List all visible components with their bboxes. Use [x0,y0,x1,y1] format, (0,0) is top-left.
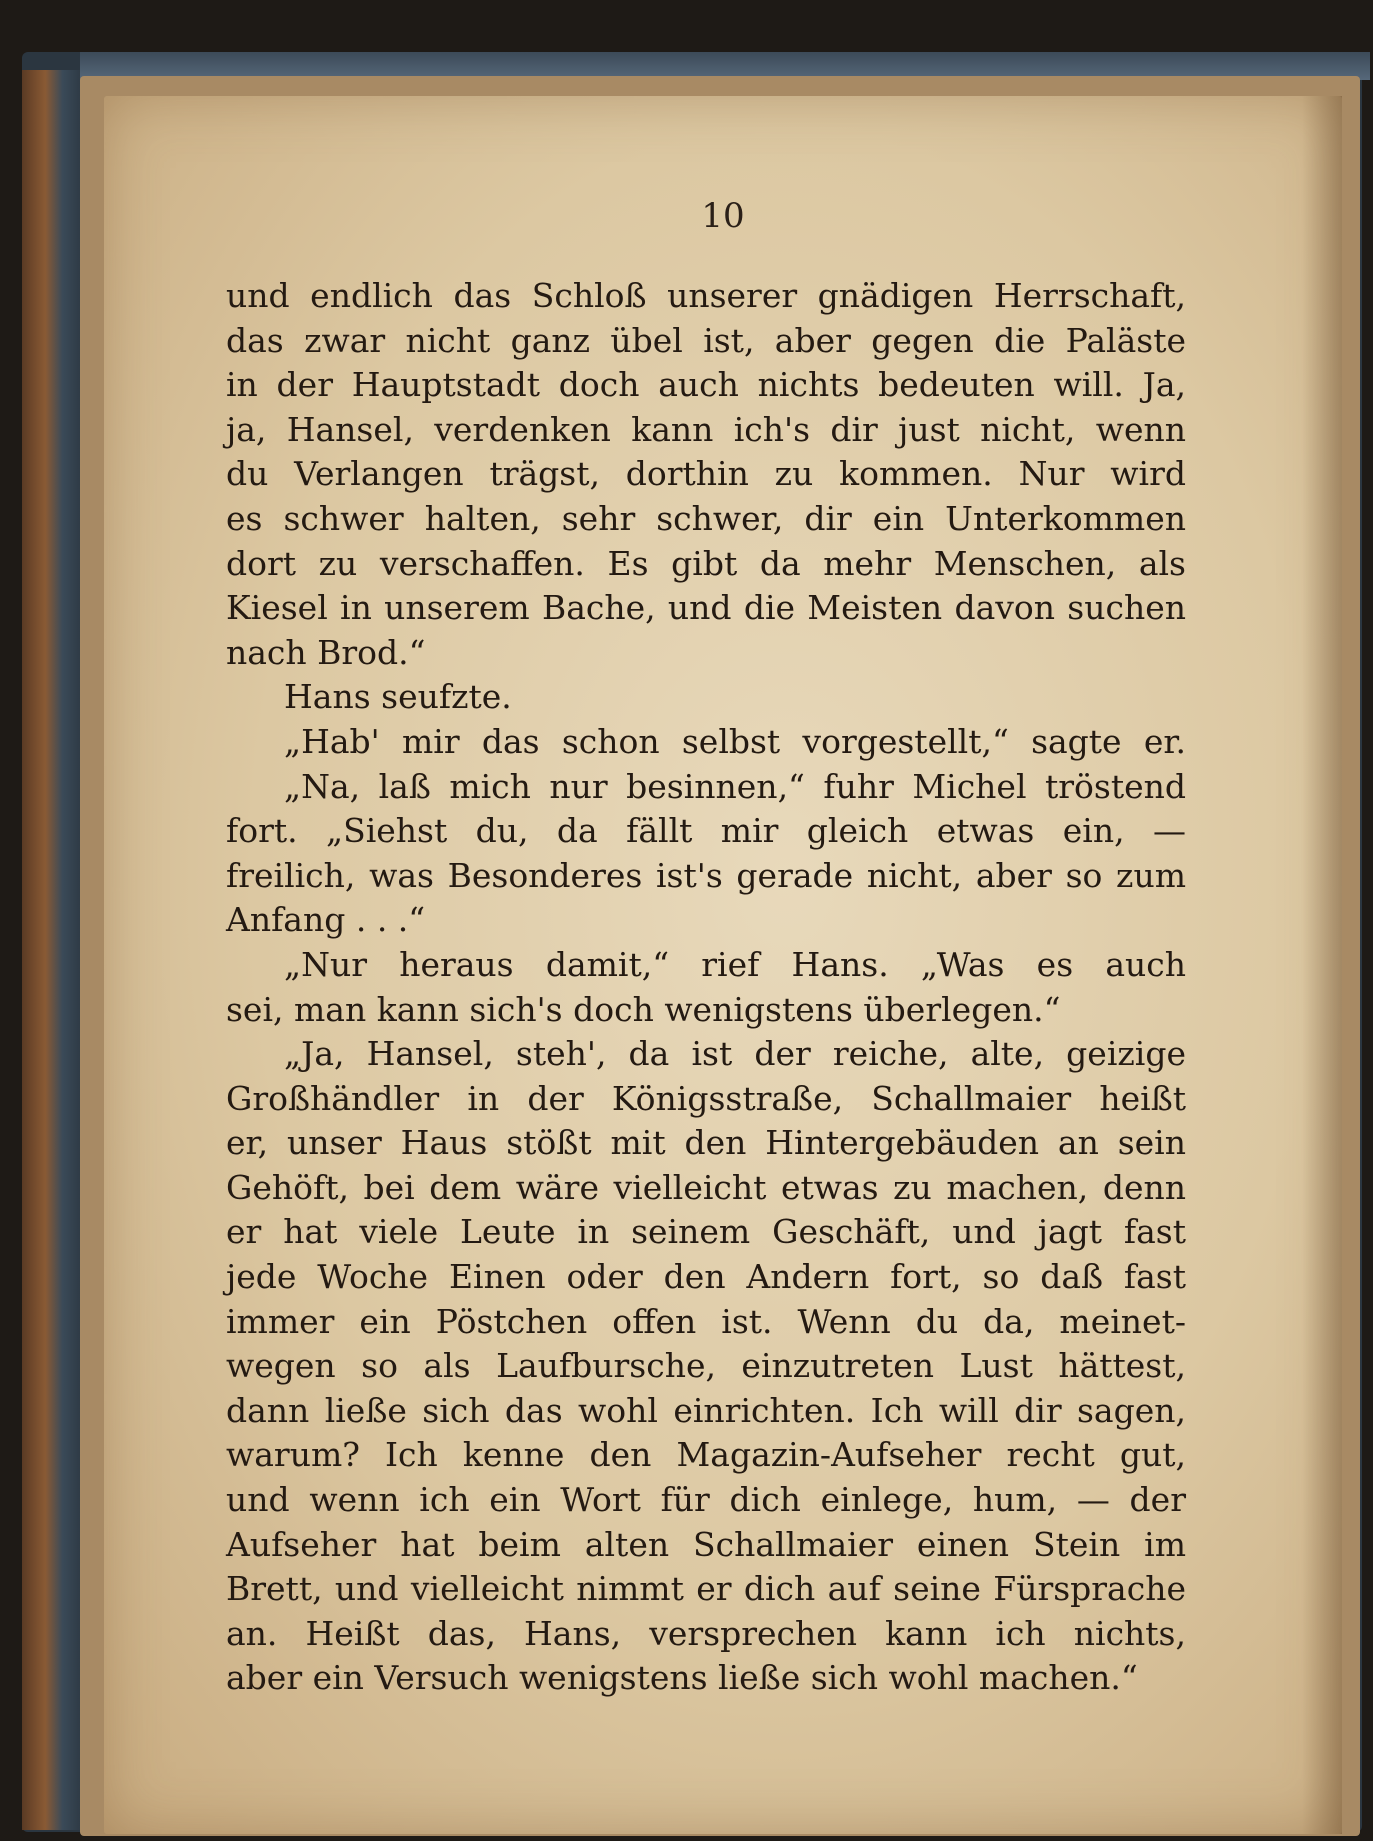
text-line: Anfang . . .“ [226,900,426,940]
text-line: Aufseher hat beim alten Schallmaier einen Stein im [226,1524,1186,1564]
text-line: Brett, und vielleicht nimmt er dich auf seine Fürsprache [226,1569,1186,1609]
text-line: nach Brod.“ [226,632,426,672]
text-line: an. Heißt das, Hans, versprechen kann ich nichts, [226,1613,1186,1653]
text-line: das zwar nicht ganz übel ist, aber gegen die Paläste [226,320,1186,360]
text-line: du Verlangen trägst, dorthin zu kommen. Nur wird [226,454,1186,494]
page-number: 10 [701,196,745,236]
book-page [104,96,1342,1834]
text-line: dort zu verschaffen. Es gibt da mehr Menschen, als [226,543,1186,583]
text-line: in der Hauptstadt doch auch nichts bedeuten will. Ja, [226,365,1186,405]
text-line: und endlich das Schloß unserer gnädigen Herrschaft, [226,276,1186,315]
text-line: wegen so als Laufbursche, einzutreten Lust hättest, [226,1346,1186,1386]
text-line: es schwer halten, sehr schwer, dir ein Unterkommen [226,498,1186,538]
text-line: Kiesel in unserem Bache, und die Meisten davon suchen [226,588,1186,628]
text-line: er hat viele Leute in seinem Geschäft, und jagt fast [226,1212,1186,1252]
page-gutter-shadow [1302,96,1342,1834]
text-line: er, unser Haus stößt mit den Hintergebäuden an sein [226,1123,1186,1163]
text-line: Großhändler in der Königsstraße, Schallmaier heißt [226,1078,1186,1118]
text-line: jede Woche Einen oder den Andern fort, so daß fast [226,1257,1186,1297]
text-line: fort. „Siehst du, da fällt mir gleich etwas ein, — [226,811,1186,851]
text-line: freilich, was Besonderes ist's gerade nicht, aber so zum [226,855,1186,895]
text-line: aber ein Versuch wenigstens ließe sich wohl machen.“ [226,1658,1138,1698]
text-line: Hans seufzte. [284,677,512,717]
text-line: immer ein Pöstchen offen ist. Wenn du da, meinet- [226,1301,1186,1341]
text-line: Gehöft, bei dem wäre vielleicht etwas zu machen, denn [226,1167,1186,1207]
text-line: „Nur heraus damit,“ rief Hans. „Was es auch [284,944,1186,984]
book-spine-edge [22,70,80,1830]
text-line: dann ließe sich das wohl einrichten. Ich will dir sagen, [226,1390,1186,1430]
text-line: ja, Hansel, verdenken kann ich's dir just nicht, wenn [226,409,1186,449]
text-line: warum? Ich kenne den Magazin-Aufseher recht gut, [226,1435,1186,1475]
text-line: „Ja, Hansel, steh', da ist der reiche, alte, geizige [284,1034,1186,1074]
text-line: „Hab' mir das schon selbst vorgestellt,“ sagte er. [284,721,1186,761]
body-text [226,274,1186,1701]
text-line: „Na, laß mich nur besinnen,“ fuhr Michel tröstend [284,766,1186,806]
text-line: sei, man kann sich's doch wenigstens überlegen.“ [226,989,1061,1029]
text-line: und wenn ich ein Wort für dich einlege, hum, — der [226,1480,1186,1520]
